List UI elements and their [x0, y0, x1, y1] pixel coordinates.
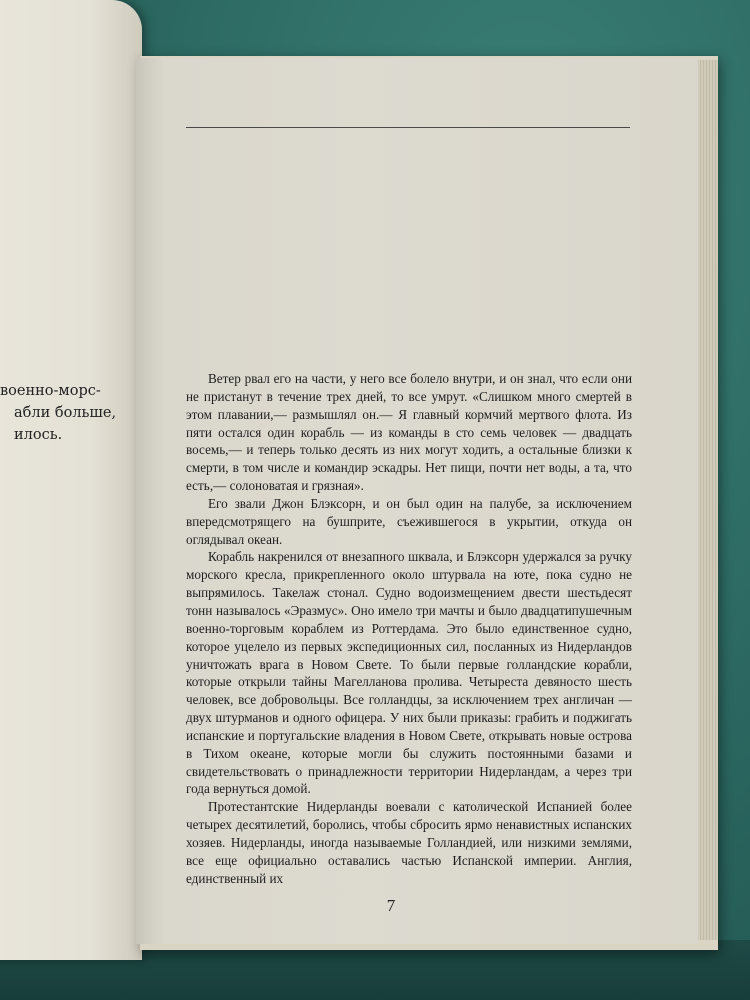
page-edges: [698, 60, 718, 940]
header-rule: [186, 127, 630, 128]
paragraph: Протестантские Нидерланды воевали с католической Испанией более четырех десятилетий, боролись, чтобы сбросить ярмо ненавистных испанских хозяев. Нидерланды, иногда называемые Голландией, или низкими землями, все еще официально оставались частью Испанской империи. Англия, единственный их: [186, 799, 632, 886]
paragraph: Его звали Джон Блэксорн, и он был один на палубе, за исключением впередсмотрящего на бушприте, съежившегося в укрытии, откуда он оглядывал океан.: [186, 495, 632, 547]
paragraph: Корабль накренился от внезапного шквала, и Блэксорн удержался за ручку морского кресла, прикрепленного около штурвала на юте, пока судно не выпрямилось. Такелаж стонал. Судно водоизмещением двести шестьдесят тонн называлось «Эразмус». Оно имело три мачты и было двадцатипушечным военно-торговым кораблем из Роттердама. Это было единственное судно, которое уцелело из первых экспедиционных сил, посланных из Нидерландов уничтожать врага в Новом Свете. То были первые голландские корабли, которые открыли тайны Магелланова пролива. Четыреста девяносто шесть человек, все добровольцы. Все голландцы, за исключением трех англичан — двух штурманов и одного офицера. У них были приказы: грабить и поджигать испанские и португальские владения в Новом Свете, открывать новые острова в Тихом океане, которые могли бы служить постоянными базами и свидетельствовать о принадлежности территории Нидерландам, а через три года вернуться домой.: [186, 549, 632, 797]
left-page-text: [0, 380, 142, 446]
left-page-line: абли больше,: [14, 405, 117, 421]
body-text: [186, 370, 632, 887]
left-page-line: военно-морс-: [0, 383, 101, 399]
left-page: [0, 0, 142, 960]
left-page-line: илось.: [14, 427, 63, 443]
page-number: 7: [386, 896, 396, 915]
paragraph: Ветер рвал его на части, у него все болело внутри, и он знал, что если они не пристанут в течение трех дней, то все умрут. «Слишком много смертей в этом плавании,— размышлял он.— Я главный кормчий мертвого флота. Из пяти остался один корабль — из команды в сто семь человек — двадцать восемь,— и теперь только десять из них могут ходить, а остальные близки к смерти, в том числе и командир эскадры. Нет пищи, почти нет воды, а та, что есть,— солоноватая и грязная».: [186, 371, 632, 494]
